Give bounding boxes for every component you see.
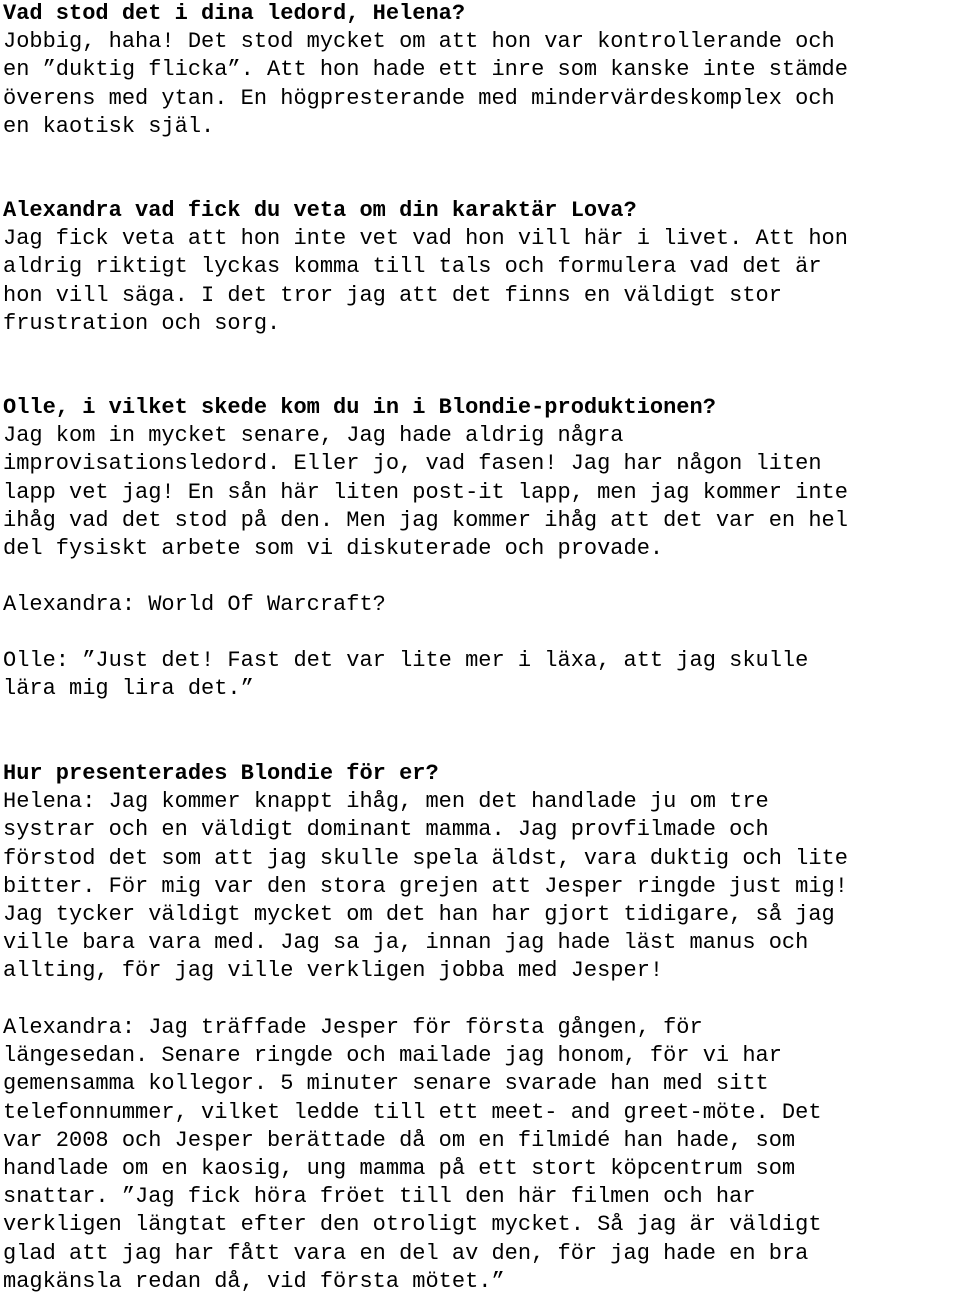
section-presentation <box>3 760 848 986</box>
question-heading: Hur presenterades Blondie för er? <box>3 761 439 786</box>
dialogue-line: Olle: ”Just det! Fast det var lite mer i läxa, att jag skulle <box>3 648 809 673</box>
answer-line: Jag tycker väldigt mycket om det han har gjort tidigare, så jag <box>3 902 835 928</box>
dialogue-line: lära mig lira det.” <box>3 676 254 702</box>
answer-line: telefonnummer, vilket ledde till ett meet- and greet-möte. Det <box>3 1099 822 1125</box>
answer-line: bitter. För mig var den stora grejen att Jesper ringde just mig! <box>3 873 848 899</box>
question-heading: Alexandra vad fick du veta om din karaktär Lova? <box>3 198 637 223</box>
answer-line: Jag fick veta att hon inte vet vad hon vill här i livet. Att hon <box>3 226 848 252</box>
answer-line: ihåg vad det stod på den. Men jag kommer ihåg att det var en hel <box>3 507 848 533</box>
section-alexandra-jesper <box>3 1014 822 1296</box>
answer-line: verkligen längtat efter den otroligt mycket. Så jag är väldigt <box>3 1212 822 1238</box>
section-alexandra-wow <box>3 591 386 619</box>
answer-line: systrar och en väldigt dominant mamma. Jag provfilmade och <box>3 817 769 843</box>
answer-line: ville bara vara med. Jag sa ja, innan jag hade läst manus och <box>3 930 809 956</box>
dialogue-line: Alexandra: World Of Warcraft? <box>3 592 386 617</box>
answer-line: Alexandra: Jag träffade Jesper för första gången, för <box>3 1015 703 1040</box>
section-alexandra-lova <box>3 197 848 338</box>
section-olle-blondie <box>3 394 848 563</box>
answer-line: Helena: Jag kommer knappt ihåg, men det handlade ju om tre <box>3 789 769 815</box>
answer-line: en ”duktig flicka”. Att hon hade ett inre som kanske inte stämde <box>3 57 848 83</box>
answer-line: Jag kom in mycket senare, Jag hade aldrig några <box>3 423 624 449</box>
answer-line: magkänsla redan då, vid första mötet.” <box>3 1268 505 1294</box>
answer-line: gemensamma kollegor. 5 minuter senare svarade han med sitt <box>3 1071 769 1097</box>
answer-line: allting, för jag ville verkligen jobba med Jesper! <box>3 958 664 984</box>
answer-line: överens med ytan. En högpresterande med mindervärdeskomplex och <box>3 85 835 111</box>
question-heading: Vad stod det i dina ledord, Helena? <box>3 1 466 26</box>
answer-line: längesedan. Senare ringde och mailade jag honom, för vi har <box>3 1043 782 1069</box>
answer-line: del fysiskt arbete som vi diskuterade och provade. <box>3 536 664 562</box>
answer-line: snattar. ”Jag fick höra fröet till den här filmen och har <box>3 1184 756 1210</box>
answer-line: förstod det som att jag skulle spela äldst, vara duktig och lite <box>3 845 848 871</box>
answer-line: Jobbig, haha! Det stod mycket om att hon var kontrollerande och <box>3 29 835 55</box>
answer-line: hon vill säga. I det tror jag att det finns en väldigt stor <box>3 282 782 308</box>
section-olle-reply <box>3 647 808 703</box>
answer-line: var 2008 och Jesper berättade då om en filmidé han hade, som <box>3 1127 796 1153</box>
question-heading: Olle, i vilket skede kom du in i Blondie-produktionen? <box>3 395 716 420</box>
answer-line: en kaotisk själ. <box>3 113 215 139</box>
answer-line: improvisationsledord. Eller jo, vad fasen! Jag har någon liten <box>3 451 822 477</box>
answer-line: lapp vet jag! En sån här liten post-it lapp, men jag kommer inte <box>3 479 848 505</box>
answer-line: aldrig riktigt lyckas komma till tals och formulera vad det är <box>3 254 822 280</box>
answer-line: frustration och sorg. <box>3 310 281 336</box>
answer-line: handlade om en kaosig, ung mamma på ett stort köpcentrum som <box>3 1156 796 1182</box>
answer-line: glad att jag har fått vara en del av den, för jag hade en bra <box>3 1240 809 1266</box>
section-helena-ledord <box>3 0 848 141</box>
